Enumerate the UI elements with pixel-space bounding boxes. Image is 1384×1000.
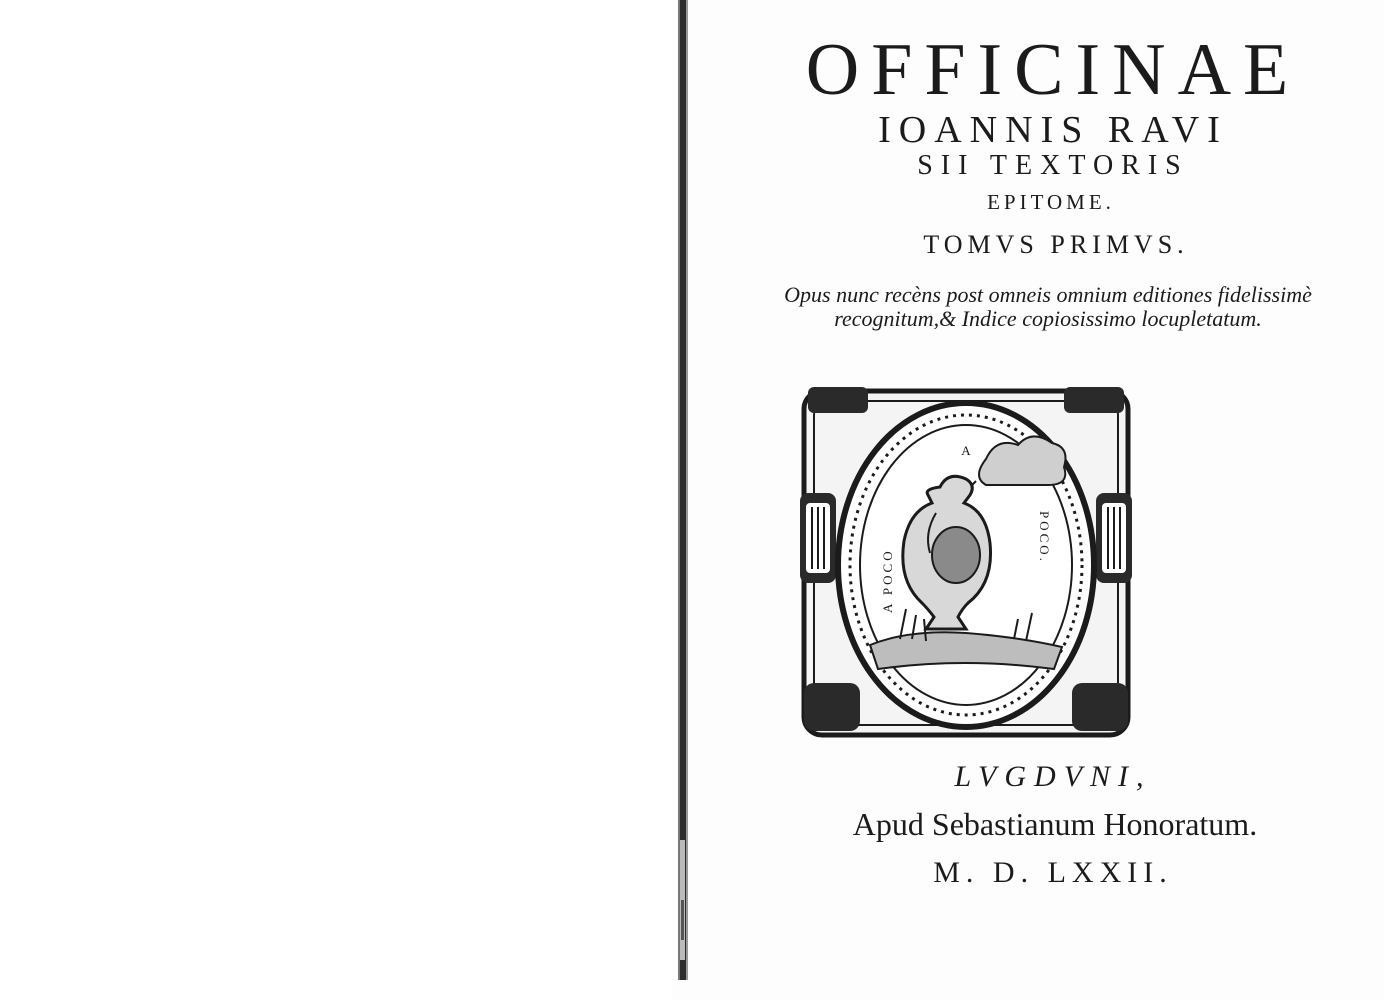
title-author-surname: SII TEXTORIS: [917, 150, 1189, 181]
title-epitome: EPITOME.: [987, 190, 1115, 214]
device-motto-right: POCO.: [1037, 511, 1052, 564]
description-line-2: recognitum,& Indice copiosissimo locupletatum.: [834, 306, 1262, 331]
title-officinae: OFFICINAE: [805, 29, 1301, 111]
title-page: [692, 0, 1384, 1000]
title-author-name: IOANNIS RAVI: [878, 109, 1228, 151]
device-motto-top: A: [961, 443, 971, 458]
left-blank-page: [0, 0, 672, 1000]
description-line-1: Opus nunc recèns post omneis omnium editiones fidelissimè: [784, 282, 1312, 307]
imprint-place: LVGDVNI,: [954, 760, 1152, 793]
publication-year: M. D. LXXII.: [933, 856, 1173, 889]
binding-gutter: [670, 0, 692, 980]
printers-device-vase-icon: [800, 383, 1132, 743]
publisher-line: Apud Sebastianum Honoratum.: [852, 806, 1258, 842]
device-motto-left: A POCO: [880, 548, 895, 613]
volume-label: TOMVS PRIMVS.: [923, 230, 1189, 259]
